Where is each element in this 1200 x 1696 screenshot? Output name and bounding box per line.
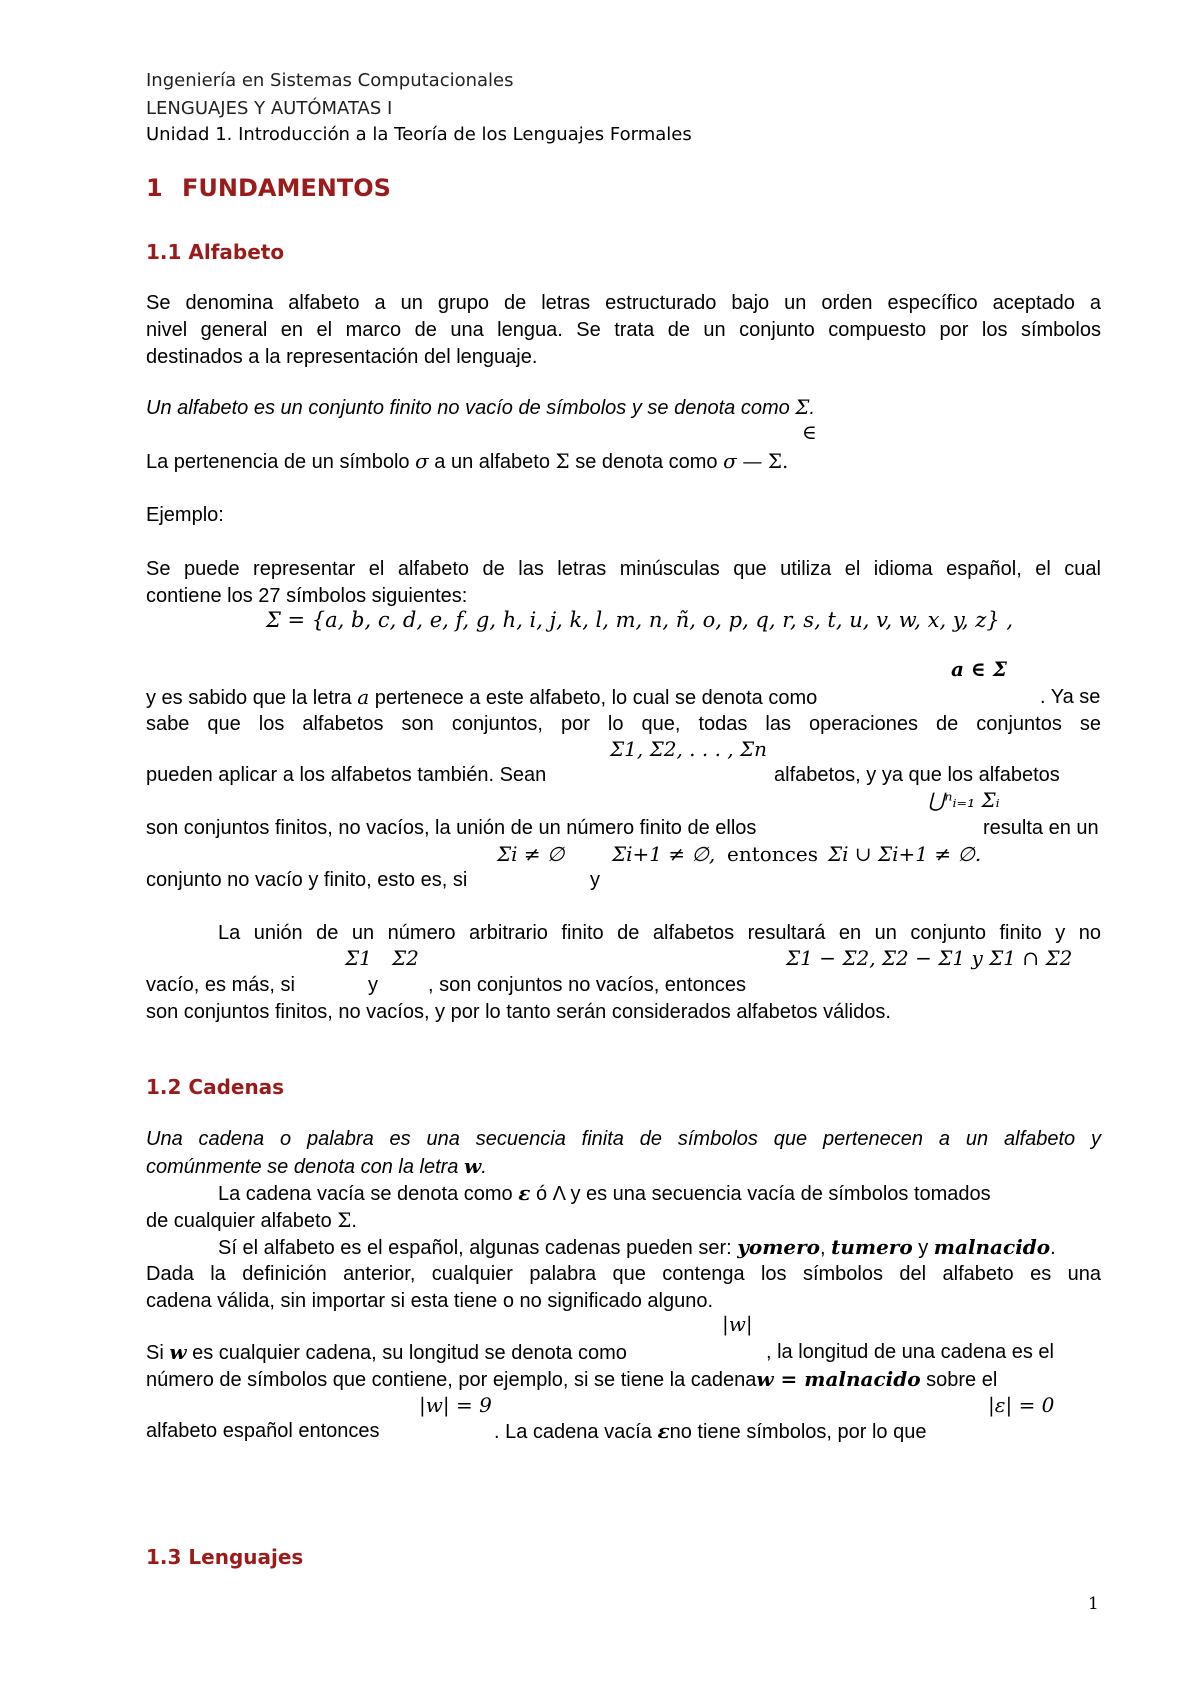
text: Si	[146, 1342, 170, 1364]
sigma-symbol: Σ	[555, 449, 570, 473]
epsilon-symbol: ε	[657, 1419, 670, 1443]
text: pertenece a este alfabeto, lo cual se denota como	[369, 687, 818, 709]
text-line: La unión de un número arbitrario finito de alfabetos resultará en un conjunto finito y no	[218, 922, 1101, 944]
text-line: son conjuntos finitos, no vacíos, y por lo tanto serán considerados alfabetos válidos.	[146, 1001, 891, 1023]
element-of-symbol: ∈	[802, 420, 817, 444]
definition-text: Un alfabeto es un conjunto finito no vacío de símbolos y se denota como	[146, 397, 796, 419]
text-fragment: resulta en un	[983, 817, 1099, 839]
text: sobre el	[920, 1369, 998, 1391]
text: se denota como	[569, 451, 724, 473]
text-fragment: , la longitud de una cadena es el	[766, 1341, 1054, 1363]
text-fragment: . Ya se	[1040, 686, 1101, 708]
text: Sí el alfabeto es el español, algunas cadenas pueden ser:	[218, 1237, 738, 1259]
text-fragment: y	[590, 869, 600, 891]
sigma-symbol: Σ	[795, 395, 810, 419]
text-line: sabe que los alfabetos son conjuntos, por lo que, todas las operaciones de conjuntos se	[146, 713, 1101, 735]
text-line: Sí el alfabeto es el español, algunas cadenas pueden ser: yomero, tumero y malnacido.	[218, 1235, 1056, 1259]
text-line	[146, 1339, 627, 1366]
text-line: Dada la definición anterior, cualquier palabra que contenga los símbolos del alfabeto es una	[146, 1263, 1101, 1285]
text-fragment: alfabetos, y ya que los alfabetos	[774, 764, 1060, 786]
var-a: a	[357, 685, 370, 709]
text: ó Λ y es una secuencia vacía de símbolos tomados	[530, 1183, 991, 1205]
definition-cadena: Una cadena o palabra es una secuencia finita de símbolos que pertenecen a un alfabeto y	[146, 1128, 1101, 1150]
sigma-end: Σ.	[767, 449, 789, 473]
text-line: vacío, es más, si	[146, 974, 295, 996]
text: de cualquier alfabeto	[146, 1210, 338, 1232]
formula-cond3: Σi ∪ Σi+1 ≠ ∅.	[828, 842, 982, 866]
formula-s1: Σ1	[345, 946, 372, 970]
sigma-symbol: Σ	[337, 1208, 352, 1232]
text: comúnmente se denota con la letra	[146, 1156, 464, 1178]
text: . La cadena vacía	[494, 1421, 658, 1443]
word-example: yomero	[737, 1235, 820, 1259]
word-example: tumero	[831, 1235, 913, 1259]
header-line-course: LENGUAJES Y AUTÓMATAS I	[146, 98, 393, 119]
text: a un alfabeto	[428, 451, 556, 473]
formula-entonces: entonces	[727, 842, 818, 866]
word-example: malnacido	[933, 1235, 1051, 1259]
formula-w-malnacido: w = malnacido	[756, 1367, 921, 1391]
text-line: Se denomina alfabeto a un grupo de letras estructurado bajo un orden específico aceptado a	[146, 292, 1101, 314]
epsilon-symbol: ε	[518, 1181, 531, 1205]
text-line: contiene los 27 símbolos siguientes:	[146, 585, 468, 607]
text-line: Se puede representar el alfabeto de las letras minúsculas que utiliza el idioma español, el cual	[146, 558, 1101, 580]
text-line: son conjuntos finitos, no vacíos, la unión de un número finito de ellos	[146, 817, 757, 839]
text-line	[146, 1366, 997, 1393]
section-title: FUNDAMENTOS	[182, 174, 391, 202]
formula-a-in-sigma: a ∈ Σ	[951, 657, 1007, 681]
formula-cond1: Σi ≠ ∅	[497, 842, 565, 866]
text-line: destinados a la representación del lenguaje.	[146, 346, 538, 368]
subsection-title-alfabeto: 1.1 Alfabeto	[146, 240, 285, 264]
underline-mark: —	[742, 449, 763, 473]
text-fragment: , son conjuntos no vacíos, entonces	[428, 974, 746, 996]
subsection-title-cadenas: 1.2 Cadenas	[146, 1075, 285, 1099]
page-number: 1	[1088, 1594, 1099, 1614]
text-fragment	[494, 1418, 926, 1445]
section-number: 1	[146, 174, 163, 202]
header-line-unit: Unidad 1. Introducción a la Teoría de los Lenguajes Formales	[146, 124, 692, 145]
text: La pertenencia de un símbolo	[146, 451, 416, 473]
formula-abs-w: |w|	[722, 1312, 753, 1336]
formula-s2: Σ2	[392, 946, 419, 970]
text-line: cadena válida, sin importar si esta tiene o no significado alguno.	[146, 1290, 714, 1312]
text: no tiene símbolos, por lo que	[669, 1421, 927, 1443]
text-line	[146, 684, 817, 711]
text-line: conjunto no vacío y finito, esto es, si	[146, 869, 468, 891]
var-w: w	[463, 1154, 482, 1178]
text-line: nivel general en el marco de una lengua. Se trata de un conjunto compuesto por los símbolos	[146, 319, 1101, 341]
subsection-title-lenguajes: 1.3 Lenguajes	[146, 1545, 304, 1569]
header-line-institution: Ingeniería en Sistemas Computacionales	[146, 70, 514, 91]
definition-alfabeto	[146, 394, 815, 421]
text-line: pueden aplicar a los alfabetos también. Sean	[146, 764, 547, 786]
sigma-lower-symbol: σ	[723, 449, 737, 473]
example-label: Ejemplo:	[146, 504, 224, 526]
period: .	[809, 397, 815, 419]
formula-eps-0: |ε| = 0	[988, 1393, 1055, 1417]
text-line: de cualquier alfabeto Σ.	[146, 1208, 357, 1232]
definition-cadena-cont: comúnmente se denota con la letra w.	[146, 1154, 487, 1178]
formula-cond2: Σi+1 ≠ ∅,	[612, 842, 716, 866]
text-line	[218, 1180, 991, 1207]
text: La cadena vacía se denota como	[218, 1183, 519, 1205]
formula-union: ⋃ⁿᵢ₌₁ Σᵢ	[928, 788, 1000, 812]
text-fragment: y	[368, 974, 378, 996]
alphabet-formula: Σ = {a, b, c, d, e, f, g, h, i, j, k, l, m, n, ñ, o, p, q, r, s, t, u, v, w, x, y, z} ,	[266, 608, 1014, 632]
text: es cualquier cadena, su longitud se denota como	[186, 1342, 627, 1364]
formula-ops: Σ1 − Σ2, Σ2 − Σ1 y Σ1 ∩ Σ2	[786, 946, 1073, 970]
var-w: w	[169, 1340, 187, 1364]
formula-w-9: |w| = 9	[419, 1393, 492, 1417]
text: número de símbolos que contiene, por ejemplo, si se tiene la cadena	[146, 1369, 757, 1391]
text: y	[918, 1237, 929, 1259]
membership-line	[146, 448, 788, 475]
formula-sigmas: Σ1, Σ2, . . . , Σn	[610, 737, 768, 761]
text: y es sabido que la letra	[146, 687, 358, 709]
sigma-lower-symbol: σ	[415, 449, 429, 473]
text-line: alfabeto español entonces	[146, 1420, 380, 1442]
